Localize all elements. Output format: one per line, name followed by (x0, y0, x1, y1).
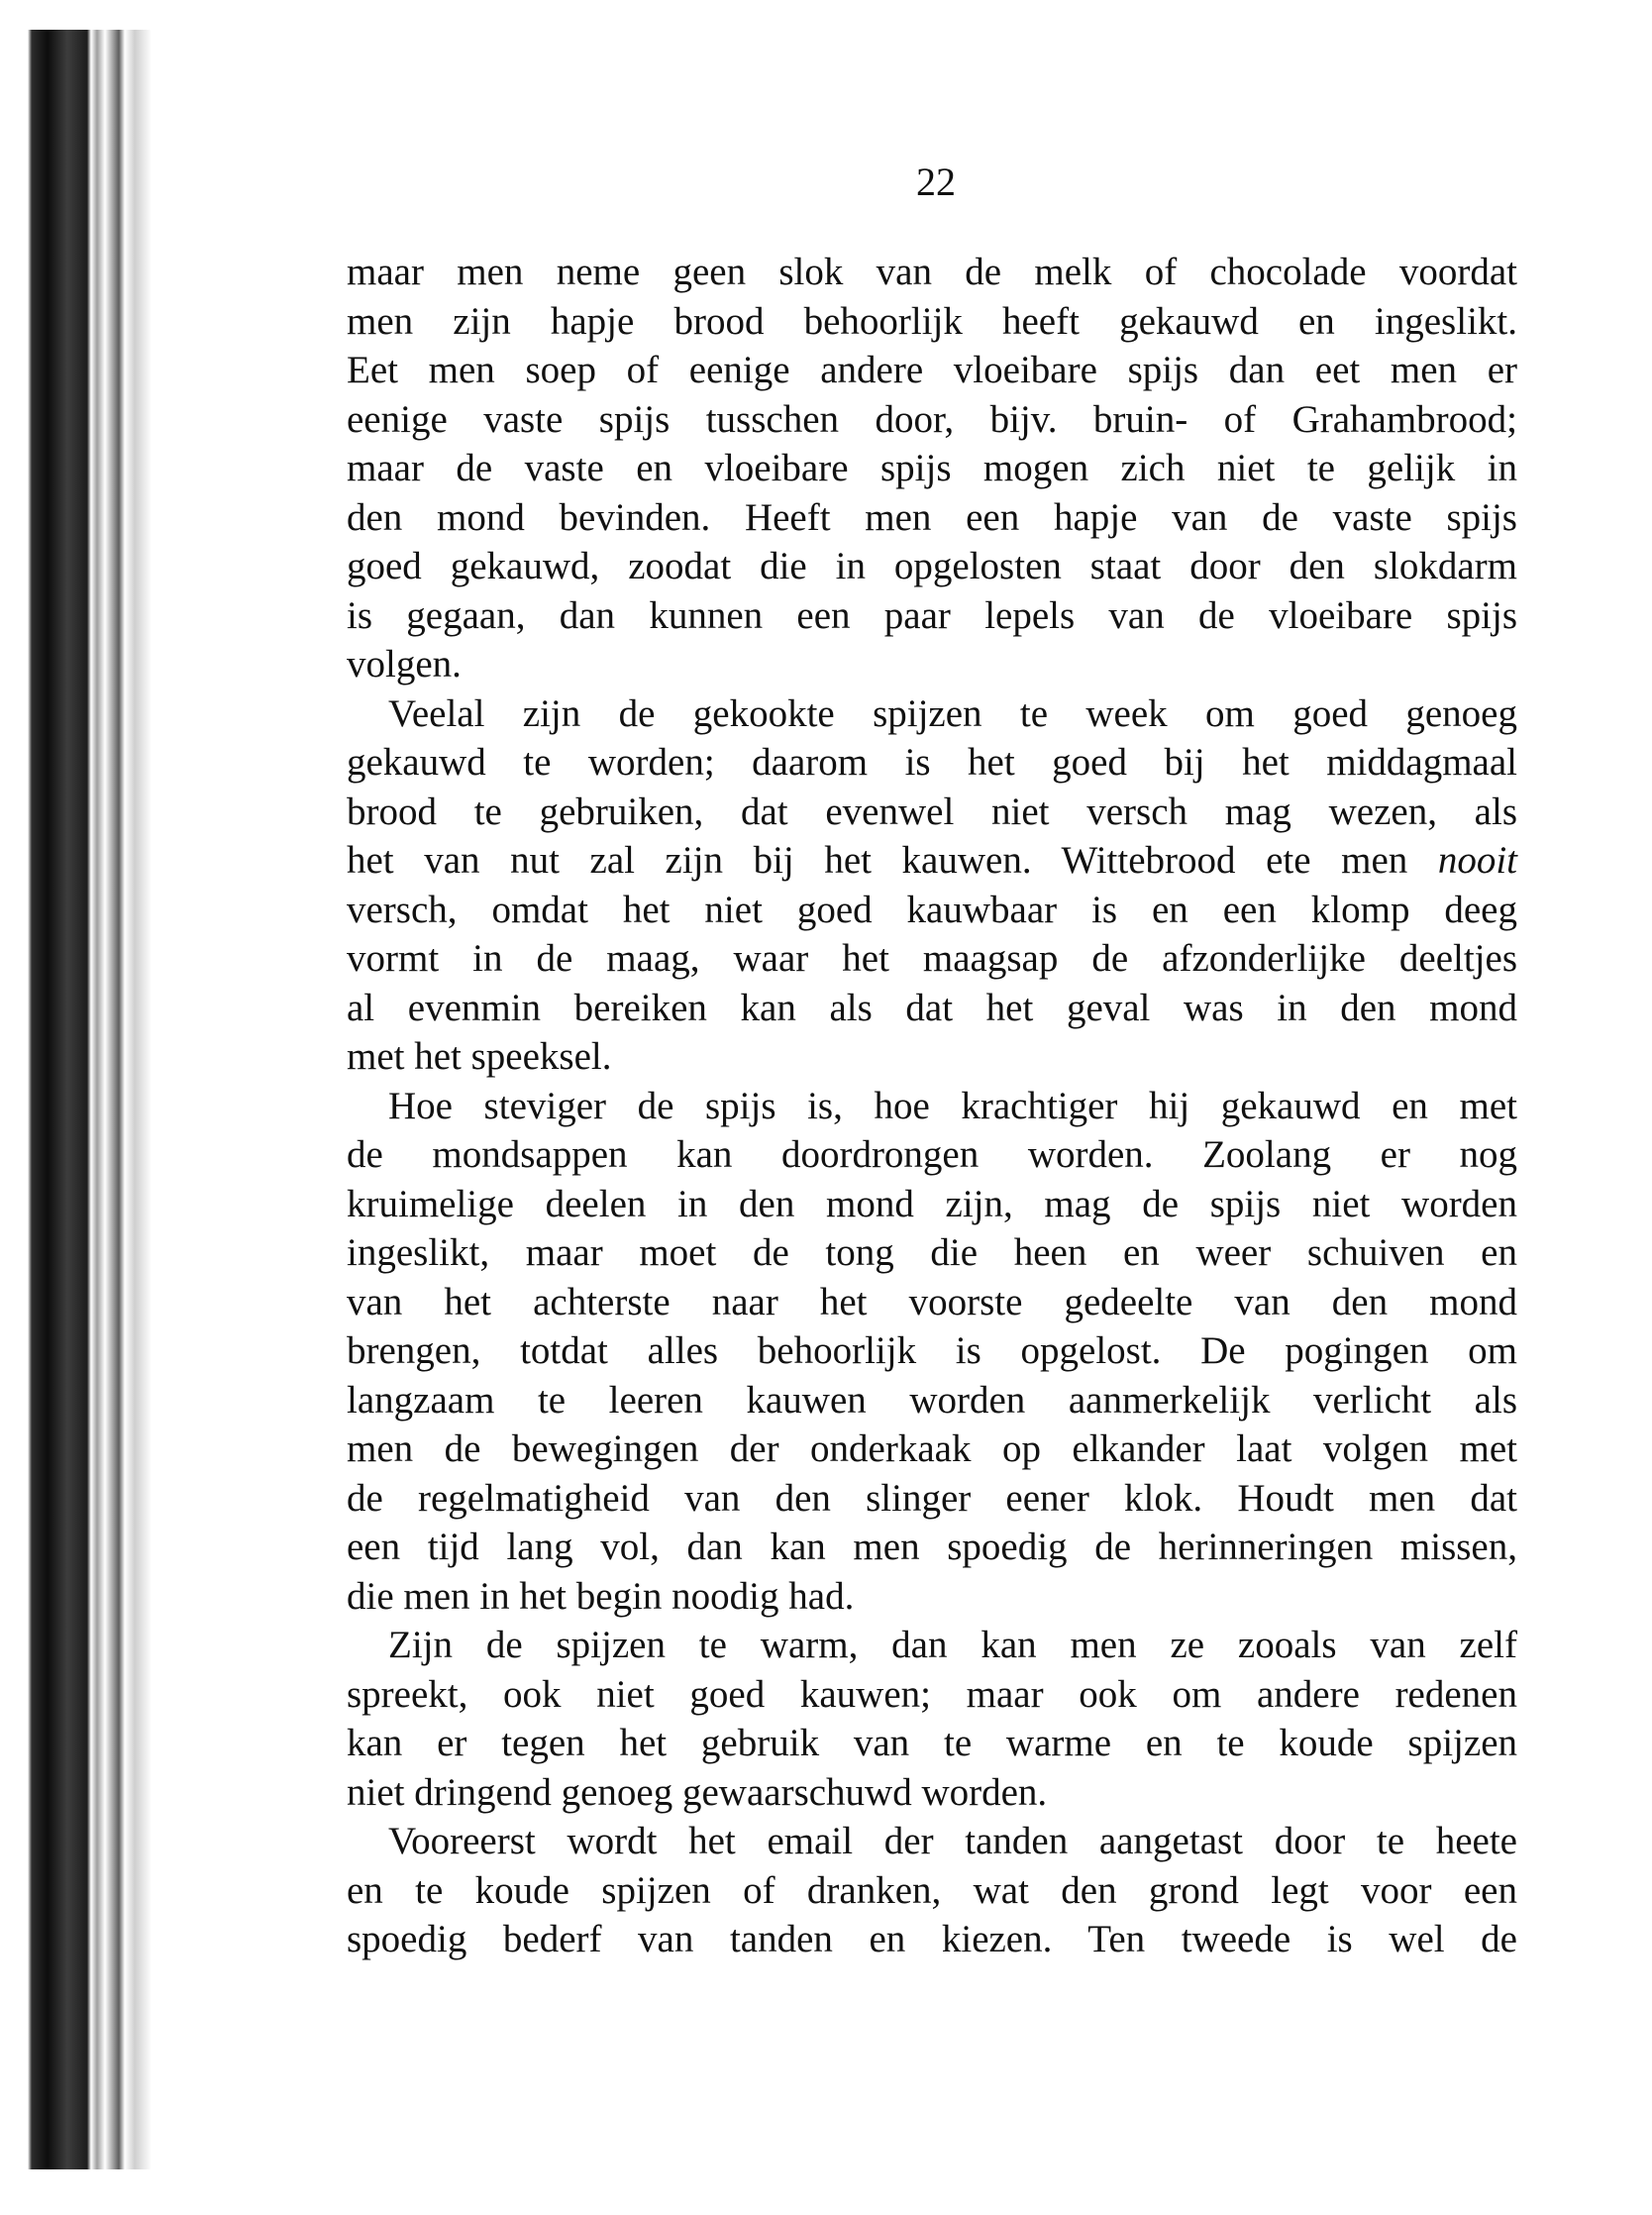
text-line: Zijn de spijzen te warm, dan kan men ze zooals van zelf (388, 1624, 1517, 1666)
text-line: met het speeksel. (347, 1035, 612, 1078)
text-line: men zijn hapje brood behoorlijk heeft gekauwd en ingeslikt. (347, 299, 1517, 343)
text-line: maar de vaste en vloeibare spijs mogen zich niet te gelijk in (347, 447, 1517, 489)
book-binding-edge (28, 30, 152, 2169)
text-line: niet dringend genoeg gewaarschuwd worden. (347, 1770, 1048, 1814)
page-number: 22 (916, 159, 956, 204)
text-line: goed gekauwd, zoodat die in opgelosten staat door den slokdarm (347, 545, 1517, 587)
text-line: is gegaan, dan kunnen een paar lepels van de vloeibare spijs (347, 593, 1517, 637)
text-line: gekauwd te worden; daarom is het goed bij het middagmaal (347, 741, 1517, 784)
text-line: Eet men soep of eenige andere vloeibare spijs dan eet men er (347, 349, 1517, 391)
text-line: de regelmatigheid van den slinger eener klok. Houdt men dat (347, 1476, 1517, 1520)
text-line: ingeslikt, maar moet de tong die heen en weer schuiven en (347, 1231, 1517, 1274)
text-line: Veelal zijn de gekookte spijzen te week om goed genoeg (388, 691, 1517, 735)
paragraph (347, 248, 1517, 689)
text-line: een tijd lang vol, dan kan men spoedig de herinneringen missen, (347, 1526, 1517, 1568)
text-line: spoedig bederf van tanden en kiezen. Ten tweede is wel de (347, 1918, 1517, 1960)
paragraph (347, 1817, 1517, 1964)
text-line: vormt in de maag, waar het maagsap de afzonderlijke deeltjes (347, 937, 1517, 980)
body-text (347, 248, 1517, 1964)
text-line: spreekt, ook niet goed kauwen; maar ook om andere redenen (347, 1672, 1517, 1716)
paragraph (347, 689, 1517, 1082)
emphasized-word: nooit (1437, 839, 1517, 882)
text-line: volgen. (347, 643, 462, 686)
text-line: de mondsappen kan doordrongen worden. Zoolang er nog (347, 1133, 1517, 1176)
text-line: eenige vaste spijs tusschen door, bijv. bruin- of Grahambrood; (347, 397, 1517, 441)
text-line: brengen, totdat alles behoorlijk is opgelost. De pogingen om (347, 1329, 1517, 1372)
text-line: den mond bevinden. Heeft men een hapje van de vaste spijs (347, 495, 1517, 539)
text-line: kan er tegen het gebruik van te warme en te koude spijzen (347, 1722, 1517, 1764)
text-line: het van nut zal zijn bij het kauwen. Wittebrood ete men nooit (347, 839, 1517, 882)
text-line: versch, omdat het niet goed kauwbaar is en een klomp deeg (347, 888, 1517, 931)
text-line: langzaam te leeren kauwen worden aanmerkelijk verlicht als (347, 1378, 1517, 1422)
text-line: en te koude spijzen of dranken, wat den grond legt voor een (347, 1868, 1517, 1912)
text-line: men de bewegingen der onderkaak op elkander laat volgen met (347, 1427, 1517, 1470)
text-line: Hoe steviger de spijs is, hoe krachtiger hij gekauwd en met (388, 1084, 1517, 1127)
paragraph (347, 1621, 1517, 1817)
text-line: van het achterste naar het voorste gedeelte van den mond (347, 1280, 1517, 1323)
text-line: die men in het begin noodig had. (347, 1574, 855, 1618)
paragraph (347, 1082, 1517, 1622)
text-line: maar men neme geen slok van de melk of chocolade voordat (347, 251, 1517, 293)
text-line: Vooreerst wordt het email der tanden aangetast door te heete (388, 1820, 1517, 1862)
text-line: kruimelige deelen in den mond zijn, mag de spijs niet worden (347, 1182, 1517, 1225)
text-line: al evenmin bereiken kan als dat het geval was in den mond (347, 986, 1517, 1029)
text-line: brood te gebruiken, dat evenwel niet versch mag wezen, als (347, 790, 1517, 833)
